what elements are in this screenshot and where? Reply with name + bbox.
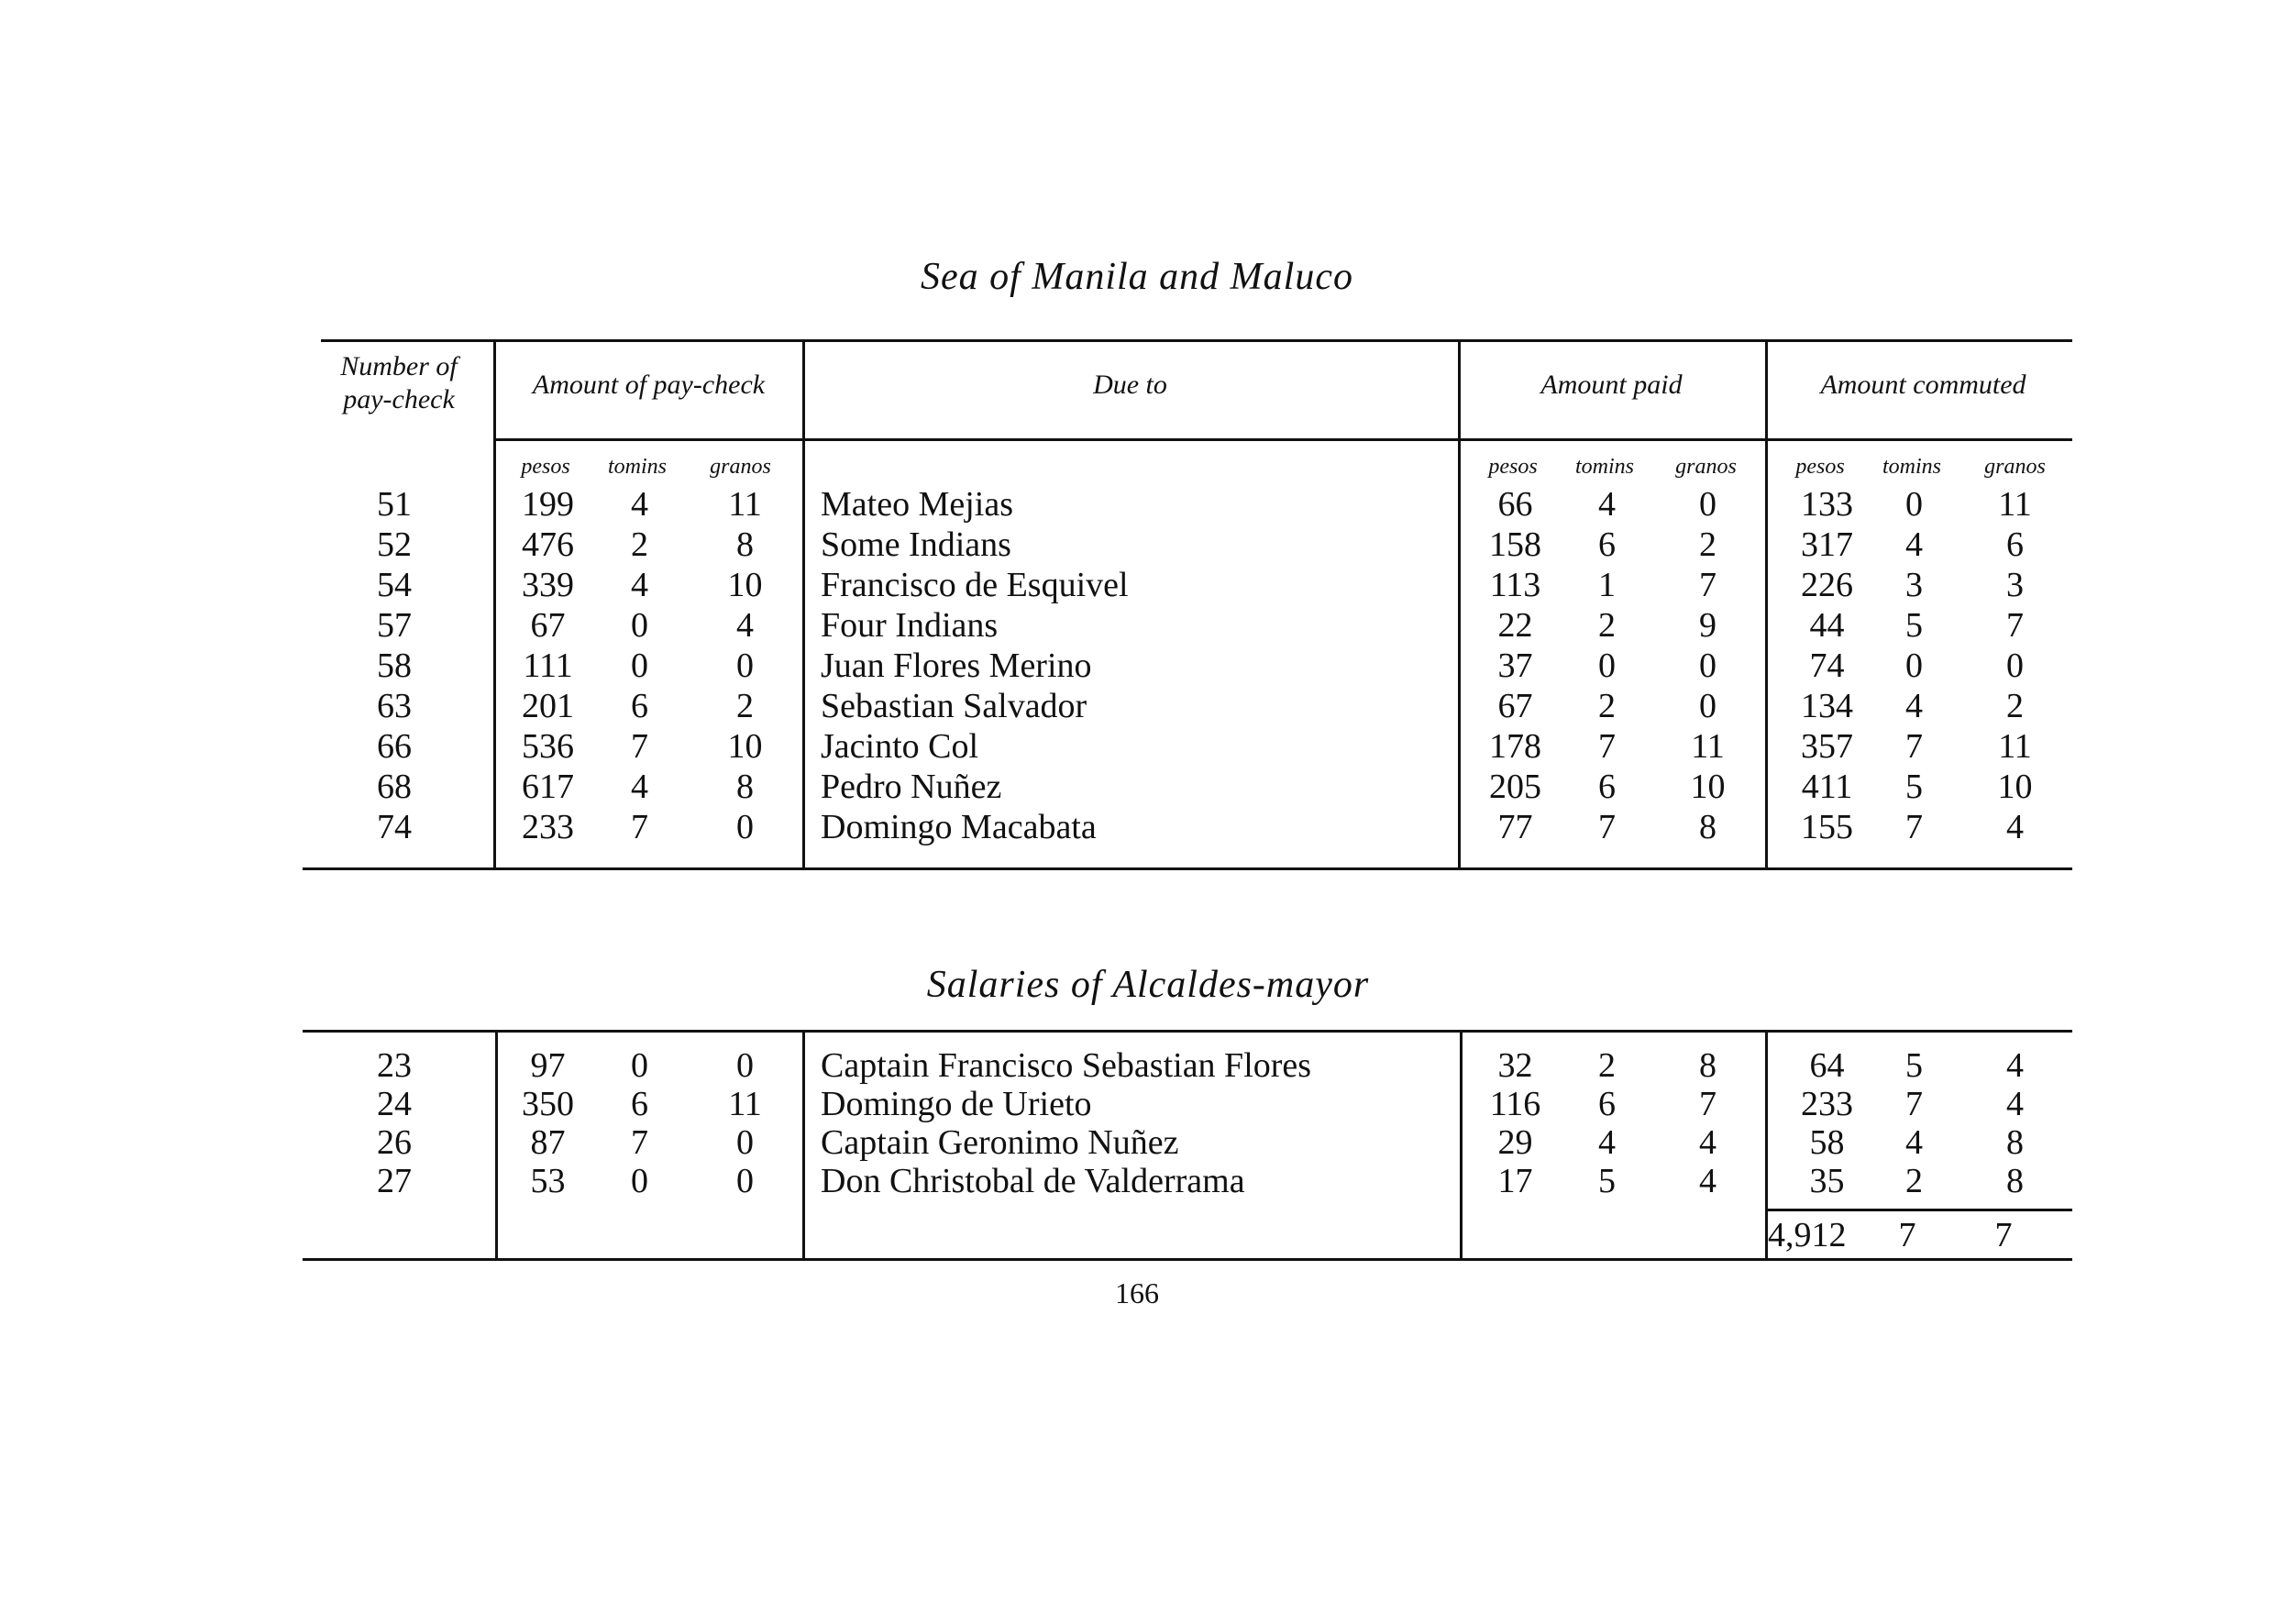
amount-granos: 11	[728, 1085, 762, 1123]
amount-pesos: 67	[530, 606, 566, 645]
amount-granos: 10	[727, 566, 763, 604]
due-to-name: Domingo de Urieto	[821, 1085, 1092, 1123]
amount-granos: 11	[728, 485, 762, 524]
commuted-pesos: 74	[1809, 646, 1845, 685]
page-number: 166	[1115, 1276, 1159, 1309]
paid-granos: 9	[1699, 606, 1717, 645]
paid-granos: 7	[1699, 1085, 1717, 1123]
paycheck-number: 51	[377, 485, 412, 524]
amount-pesos: 53	[530, 1162, 566, 1200]
paid-pesos: 116	[1489, 1085, 1541, 1123]
paid-pesos: 22	[1497, 606, 1533, 645]
total-tomins: 7	[1898, 1216, 1916, 1254]
amount-tomins: 6	[631, 1085, 648, 1123]
paid-granos: 4	[1699, 1123, 1717, 1162]
commuted-granos: 3	[2006, 566, 2024, 604]
paid-pesos: 29	[1497, 1123, 1533, 1162]
amount-tomins: 7	[631, 727, 648, 766]
table2-bottom-rule	[303, 1258, 2072, 1261]
table1-top-rule	[321, 339, 2072, 342]
paid-tomins: 4	[1598, 1123, 1616, 1162]
due-to-name: Sebastian Salvador	[821, 687, 1087, 725]
commuted-pesos: 58	[1809, 1123, 1845, 1162]
commuted-tomins: 7	[1905, 808, 1923, 846]
header-number-of-pay-check: Number of pay-check	[340, 351, 458, 414]
amount-granos: 8	[736, 768, 754, 806]
table1-col-divider	[1765, 339, 1768, 869]
commuted-granos: 7	[2006, 606, 2024, 645]
amount-granos: 0	[736, 646, 754, 685]
paid-granos: 11	[1691, 727, 1725, 766]
paid-pesos: 67	[1497, 687, 1533, 725]
paid-pesos: 205	[1489, 768, 1541, 806]
header-amount-of-pay-check: Amount of pay-check	[532, 370, 766, 400]
amount-tomins: 2	[631, 525, 648, 564]
paid-tomins: 6	[1598, 525, 1616, 564]
paid-granos: 2	[1699, 525, 1717, 564]
paid-tomins: 4	[1598, 485, 1616, 524]
amount-tomins: 6	[631, 687, 648, 725]
paycheck-number: 68	[377, 768, 412, 806]
commuted-granos: 2	[2006, 687, 2024, 725]
paycheck-number: 24	[377, 1085, 412, 1123]
table1-bottom-rule	[303, 867, 2072, 870]
due-to-name: Four Indians	[821, 606, 999, 645]
due-to-name: Some Indians	[821, 525, 1011, 564]
subheader-tomins: tomins	[607, 455, 667, 479]
amount-pesos: 476	[522, 525, 574, 564]
table1-header-rule	[495, 438, 2072, 441]
paid-granos: 0	[1699, 687, 1717, 725]
paid-granos: 8	[1699, 1046, 1717, 1085]
commuted-tomins: 0	[1905, 485, 1923, 524]
table1-col-divider	[802, 339, 805, 869]
table2-col-divider	[802, 1032, 805, 1258]
table1-col-divider	[493, 339, 496, 869]
commuted-pesos: 226	[1801, 566, 1853, 604]
amount-pesos: 233	[522, 808, 574, 846]
due-to-name: Juan Flores Merino	[821, 646, 1092, 685]
commuted-pesos: 44	[1809, 606, 1845, 645]
paycheck-number: 58	[377, 646, 412, 685]
paid-tomins: 6	[1598, 1085, 1616, 1123]
paid-tomins: 2	[1598, 1046, 1616, 1085]
paid-tomins: 5	[1598, 1162, 1616, 1200]
paid-pesos: 77	[1497, 808, 1533, 846]
amount-pesos: 87	[530, 1123, 566, 1162]
table1-title: Sea of Manila and Maluco	[921, 256, 1353, 298]
paid-tomins: 1	[1598, 566, 1616, 604]
paycheck-number: 54	[377, 566, 412, 604]
paid-granos: 4	[1699, 1162, 1717, 1200]
commuted-pesos: 411	[1801, 768, 1853, 806]
commuted-granos: 4	[2006, 1085, 2024, 1123]
amount-tomins: 0	[631, 1162, 648, 1200]
commuted-tomins: 5	[1905, 606, 1923, 645]
paycheck-number: 26	[377, 1123, 412, 1162]
subheader-pesos: pesos	[1795, 455, 1845, 479]
paid-tomins: 2	[1598, 606, 1616, 645]
commuted-tomins: 3	[1905, 566, 1923, 604]
commuted-tomins: 7	[1905, 727, 1923, 766]
paycheck-number: 57	[377, 606, 412, 645]
amount-tomins: 4	[631, 768, 648, 806]
commuted-granos: 0	[2006, 646, 2024, 685]
commuted-granos: 11	[1998, 485, 2032, 524]
paid-pesos: 113	[1489, 566, 1541, 604]
commuted-granos: 10	[1997, 768, 2033, 806]
amount-granos: 4	[736, 606, 754, 645]
subheader-pesos: pesos	[521, 455, 570, 479]
paid-tomins: 6	[1598, 768, 1616, 806]
header-amount-commuted: Amount commuted	[1820, 370, 2026, 400]
commuted-tomins: 2	[1905, 1162, 1923, 1200]
paycheck-number: 27	[377, 1162, 412, 1200]
amount-granos: 0	[736, 808, 754, 846]
paid-pesos: 32	[1497, 1046, 1533, 1085]
amount-granos: 8	[736, 525, 754, 564]
paid-tomins: 7	[1598, 808, 1616, 846]
table1-col-divider	[1458, 339, 1461, 869]
amount-pesos: 617	[522, 768, 574, 806]
amount-pesos: 201	[522, 687, 574, 725]
due-to-name: Captain Geronimo Nuñez	[821, 1123, 1179, 1162]
subheader-pesos: pesos	[1488, 455, 1538, 479]
amount-granos: 0	[736, 1046, 754, 1085]
commuted-pesos: 64	[1809, 1046, 1845, 1085]
commuted-granos: 8	[2006, 1162, 2024, 1200]
amount-tomins: 0	[631, 1046, 648, 1085]
table2-col-divider	[495, 1032, 498, 1258]
commuted-tomins: 5	[1905, 768, 1923, 806]
amount-granos: 0	[736, 1123, 754, 1162]
subheader-tomins: tomins	[1574, 455, 1634, 479]
header-due-to: Due to	[1093, 370, 1167, 400]
commuted-granos: 4	[2006, 1046, 2024, 1085]
due-to-name: Don Christobal de Valderrama	[821, 1162, 1245, 1200]
amount-pesos: 97	[530, 1046, 566, 1085]
paycheck-number: 52	[377, 525, 412, 564]
paid-granos: 0	[1699, 485, 1717, 524]
amount-pesos: 111	[523, 646, 573, 685]
amount-tomins: 0	[631, 646, 648, 685]
table2-title: Salaries of Alcaldes-mayor	[926, 964, 1370, 1006]
amount-granos: 0	[736, 1162, 754, 1200]
amount-pesos: 199	[522, 485, 574, 524]
commuted-tomins: 5	[1905, 1046, 1923, 1085]
commuted-pesos: 233	[1801, 1085, 1853, 1123]
total-granos: 7	[1994, 1216, 2013, 1254]
due-to-name: Domingo Macabata	[821, 808, 1097, 846]
subheader-granos: granos	[1675, 455, 1737, 479]
paid-granos: 0	[1699, 646, 1717, 685]
commuted-tomins: 4	[1905, 525, 1923, 564]
amount-pesos: 339	[522, 566, 574, 604]
commuted-pesos: 357	[1801, 727, 1853, 766]
due-to-name: Captain Francisco Sebastian Flores	[821, 1046, 1312, 1085]
commuted-granos: 6	[2006, 525, 2024, 564]
amount-tomins: 7	[631, 1123, 648, 1162]
commuted-pesos: 133	[1801, 485, 1853, 524]
paid-pesos: 17	[1497, 1162, 1533, 1200]
due-to-name: Jacinto Col	[821, 727, 979, 766]
paid-pesos: 66	[1497, 485, 1533, 524]
paycheck-number: 63	[377, 687, 412, 725]
amount-tomins: 4	[631, 566, 648, 604]
paid-granos: 8	[1699, 808, 1717, 846]
amount-tomins: 0	[631, 606, 648, 645]
subheader-tomins: tomins	[1882, 455, 1941, 479]
subheader-granos: granos	[1984, 455, 2046, 479]
due-to-name: Pedro Nuñez	[821, 768, 1002, 806]
commuted-tomins: 4	[1905, 1123, 1923, 1162]
amount-tomins: 7	[631, 808, 648, 846]
paid-tomins: 2	[1598, 687, 1616, 725]
commuted-tomins: 4	[1905, 687, 1923, 725]
commuted-pesos: 35	[1809, 1162, 1845, 1200]
commuted-tomins: 0	[1905, 646, 1923, 685]
commuted-tomins: 7	[1905, 1085, 1923, 1123]
header-amount-paid: Amount paid	[1540, 370, 1683, 400]
paycheck-number: 23	[377, 1046, 412, 1085]
total-pesos: 4,912	[1768, 1216, 1847, 1254]
paycheck-number: 74	[377, 808, 412, 846]
table2-top-rule	[303, 1030, 2072, 1033]
paid-pesos: 178	[1489, 727, 1541, 766]
amount-tomins: 4	[631, 485, 648, 524]
amount-granos: 2	[736, 687, 754, 725]
commuted-pesos: 317	[1801, 525, 1853, 564]
paid-pesos: 37	[1497, 646, 1533, 685]
commuted-pesos: 134	[1801, 687, 1853, 725]
due-to-name: Francisco de Esquivel	[821, 566, 1129, 604]
paid-tomins: 7	[1598, 727, 1616, 766]
amount-granos: 10	[727, 727, 763, 766]
table2-col-divider	[1460, 1032, 1463, 1258]
amount-pesos: 350	[522, 1085, 574, 1123]
table2-total-rule	[1768, 1209, 2072, 1211]
paid-granos: 10	[1690, 768, 1726, 806]
subheader-granos: granos	[710, 455, 771, 479]
paid-pesos: 158	[1489, 525, 1541, 564]
commuted-pesos: 155	[1801, 808, 1853, 846]
commuted-granos: 4	[2006, 808, 2024, 846]
commuted-granos: 8	[2006, 1123, 2024, 1162]
paid-tomins: 0	[1598, 646, 1616, 685]
paycheck-number: 66	[377, 727, 412, 766]
due-to-name: Mateo Mejias	[821, 485, 1014, 524]
amount-pesos: 536	[522, 727, 574, 766]
paid-granos: 7	[1699, 566, 1717, 604]
commuted-granos: 11	[1998, 727, 2032, 766]
